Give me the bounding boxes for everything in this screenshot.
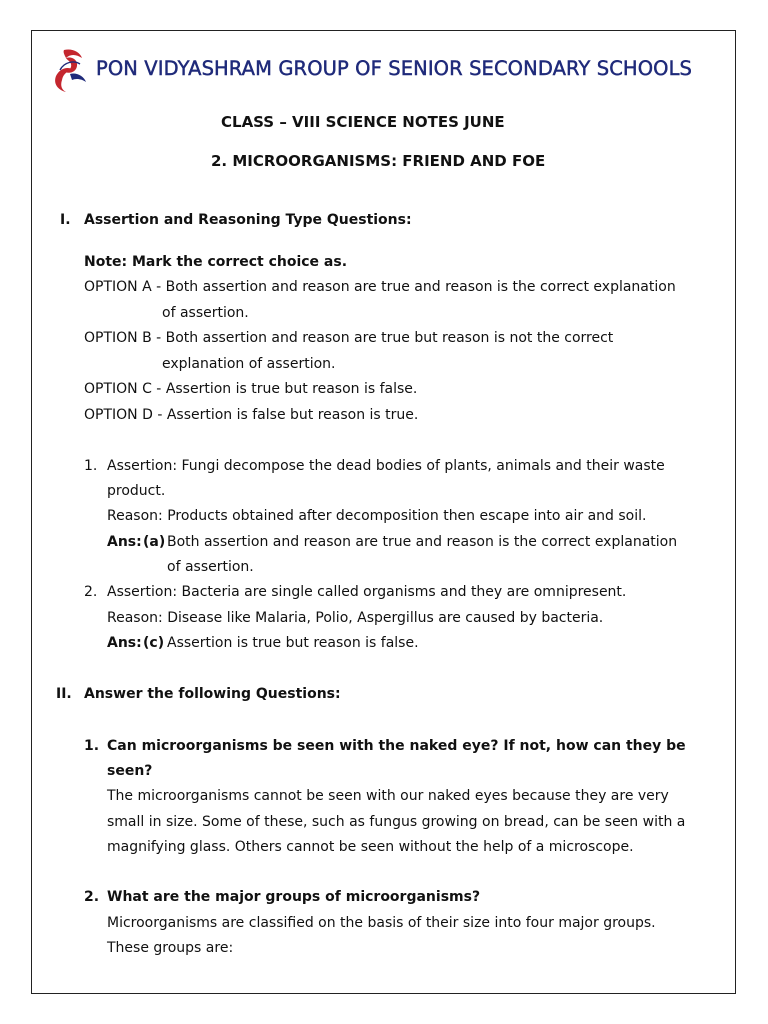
sa-q1-num: 1.: [84, 738, 100, 754]
sa-q1-answer-line2: small in size. Some of these, such as fungus growing on bread, can be seen with a: [107, 814, 686, 830]
sa-q2-line1: What are the major groups of microorganisms?: [107, 889, 481, 905]
section2-numeral: II.: [56, 686, 72, 702]
school-logo-icon: [50, 46, 94, 92]
option-b-line2: explanation of assertion.: [162, 356, 336, 372]
class-title: CLASS – VIII SCIENCE NOTES JUNE: [221, 113, 505, 131]
ar-q2-ans-label: Ans:: [107, 635, 142, 651]
ar-q1-ans-line2: of assertion.: [167, 559, 254, 575]
ar-q1-reason: Reason: Products obtained after decomposition then escape into air and soil.: [107, 508, 647, 524]
ar-q1-ans-choice: (a): [143, 534, 166, 550]
sa-q1-line2: seen?: [107, 763, 153, 779]
option-a-line1: OPTION A - Both assertion and reason are true and reason is the correct explanation: [84, 279, 676, 295]
ar-q2-ans-line1: Assertion is true but reason is false.: [167, 635, 419, 651]
section1-heading: Assertion and Reasoning Type Questions:: [84, 212, 412, 228]
ar-q2-ans-choice: (c): [143, 635, 165, 651]
ar-q1-assertion-line2: product.: [107, 483, 166, 499]
note-text: Note: Mark the correct choice as.: [84, 254, 348, 270]
section1-numeral: I.: [60, 212, 71, 228]
option-d: OPTION D - Assertion is false but reason is true.: [84, 407, 419, 423]
ar-q2-assertion-line1: Assertion: Bacteria are single called organisms and they are omnipresent.: [107, 584, 627, 600]
option-b-line1: OPTION B - Both assertion and reason are true but reason is not the correct: [84, 330, 614, 346]
ar-q1-assertion-line1: Assertion: Fungi decompose the dead bodies of plants, animals and their waste: [107, 458, 665, 474]
option-c: OPTION C - Assertion is true but reason is false.: [84, 381, 418, 397]
chapter-title: 2. MICROORGANISMS: FRIEND AND FOE: [211, 152, 546, 170]
ar-q2-num: 2.: [84, 584, 98, 600]
ar-q1-ans-line1: Both assertion and reason are true and reason is the correct explanation: [167, 534, 678, 550]
option-a-line2: of assertion.: [162, 305, 249, 321]
section2-heading: Answer the following Questions:: [84, 686, 341, 702]
ar-q1-ans-label: Ans:: [107, 534, 142, 550]
ar-q1-num: 1.: [84, 458, 98, 474]
sa-q2-answer-line1: Microorganisms are classified on the basis of their size into four major groups.: [107, 915, 656, 931]
sa-q1-answer-line1: The microorganisms cannot be seen with our naked eyes because they are very: [107, 788, 669, 804]
sa-q2-num: 2.: [84, 889, 100, 905]
school-name: PON VIDYASHRAM GROUP OF SENIOR SECONDARY SCHOOLS: [96, 57, 693, 80]
ar-q2-reason: Reason: Disease like Malaria, Polio, Aspergillus are caused by bacteria.: [107, 610, 604, 626]
sa-q2-answer-line2: These groups are:: [107, 940, 234, 956]
sa-q1-answer-line3: magnifying glass. Others cannot be seen without the help of a microscope.: [107, 839, 634, 855]
sa-q1-line1: Can microorganisms be seen with the naked eye? If not, how can they be: [107, 738, 686, 754]
